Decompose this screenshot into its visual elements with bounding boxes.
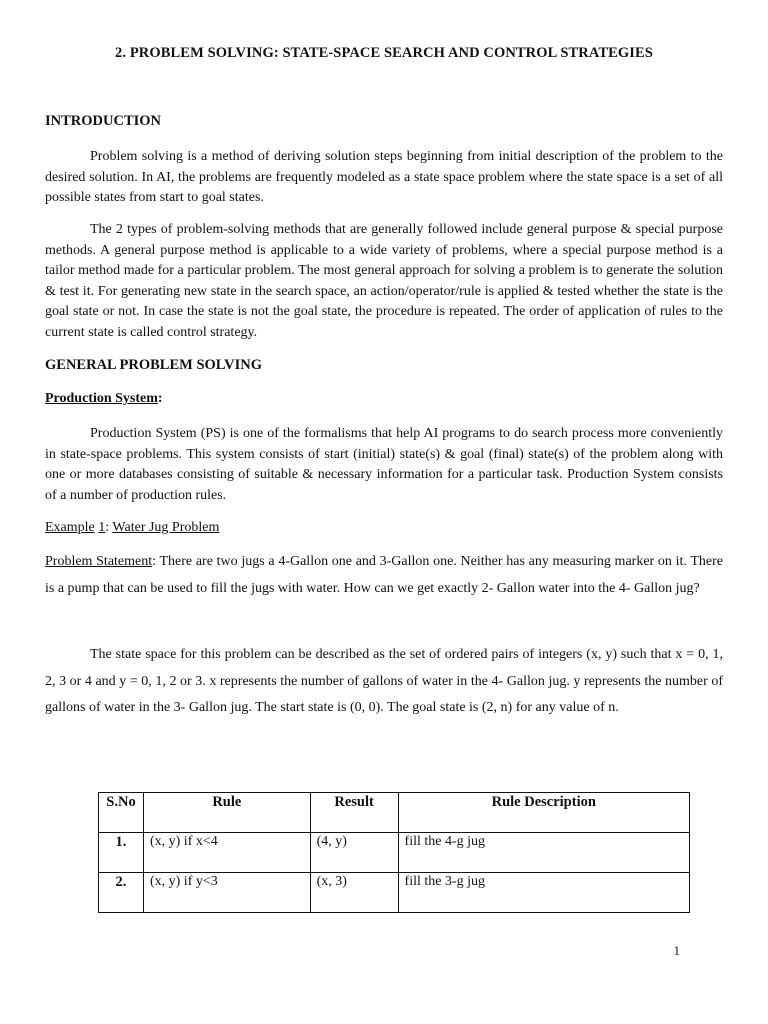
state-space-paragraph: The state space for this problem can be described as the set of ordered pairs of integers (x, y) such that x = 0, 1, 2, 3 or 4 and y = 0, 1, 2 or 3. x represents the number of gallons of water in the 4- Gallon jug. y represents the number of gallons of water in the 3- Gallon jug. The start state is (0, 0). The goal state is (2, n) for any value of n. <box>45 647 723 715</box>
cell-description: fill the 3-g jug <box>398 873 689 913</box>
cell-result: (x, 3) <box>310 873 398 913</box>
table-header-row <box>99 793 690 833</box>
production-system-subheading <box>45 391 163 407</box>
page-number: 1 <box>673 943 680 958</box>
production-system-paragraph: Production System (PS) is one of the formalisms that help AI programs to do search process more conveniently in state-space problems. This system consists of start (initial) state(s) & goal (final) state(s) of the problem along with one or more databases consisting of suitable & necessary information for a particular task. Production System consists of a number of production rules. <box>45 426 723 503</box>
page-title: 2. PROBLEM SOLVING: STATE-SPACE SEARCH AND CONTROL STRATEGIES <box>115 45 653 61</box>
cell-rule: (x, y) if y<3 <box>143 873 310 913</box>
cell-description: fill the 4-g jug <box>398 833 689 873</box>
example-separator: : <box>105 520 113 535</box>
header-rule: Rule <box>143 793 310 833</box>
header-rule-description: Rule Description <box>398 793 689 833</box>
table-row <box>99 873 690 913</box>
cell-sno: 1. <box>99 833 144 873</box>
general-problem-solving-heading: GENERAL PROBLEM SOLVING <box>45 357 263 373</box>
introduction-heading: INTRODUCTION <box>45 113 162 129</box>
introduction-paragraph-1: Problem solving is a method of deriving solution steps beginning from initial description of the problem to the desired solution. In AI, the problems are frequently modeled as a state space problem where the state space is a set of all possible states from start to goal states. <box>45 149 723 205</box>
cell-sno: 2. <box>99 873 144 913</box>
rules-table <box>98 792 690 913</box>
example-number: 1 <box>98 520 106 535</box>
header-sno: S.No <box>99 793 144 833</box>
example-name: Water Jug Problem <box>112 520 220 535</box>
cell-rule: (x, y) if x<4 <box>143 833 310 873</box>
problem-statement-label: Problem Statement <box>45 554 153 569</box>
introduction-paragraph-2: The 2 types of problem-solving methods that are generally followed include general purpose & special purpose methods. A general purpose method is applicable to a wide variety of problems, where a special purpose method is a tailor method made for a particular problem. The most general approach for solving a problem is to generate the solution & test it. For generating new state in the search space, an action/operator/rule is applied & tested whether the state is the goal state or not. In case the state is not the goal state, the procedure is repeated. The order of application of rules to the current state is called control strategy. <box>45 222 723 340</box>
example-label: Example <box>45 520 95 535</box>
cell-result: (4, y) <box>310 833 398 873</box>
example-heading <box>45 520 219 536</box>
header-result: Result <box>310 793 398 833</box>
production-system-label: Production System <box>45 391 158 406</box>
problem-statement <box>45 549 723 602</box>
problem-statement-text: : There are two jugs a 4-Gallon one and 3-Gallon one. Neither has any measuring marker on it. There is a pump that can be used to fill the jugs with water. How can we get exactly 2- Gallon water into the 4- Gallon jug? <box>45 554 723 596</box>
table-row <box>99 833 690 873</box>
production-system-colon: : <box>157 391 163 406</box>
